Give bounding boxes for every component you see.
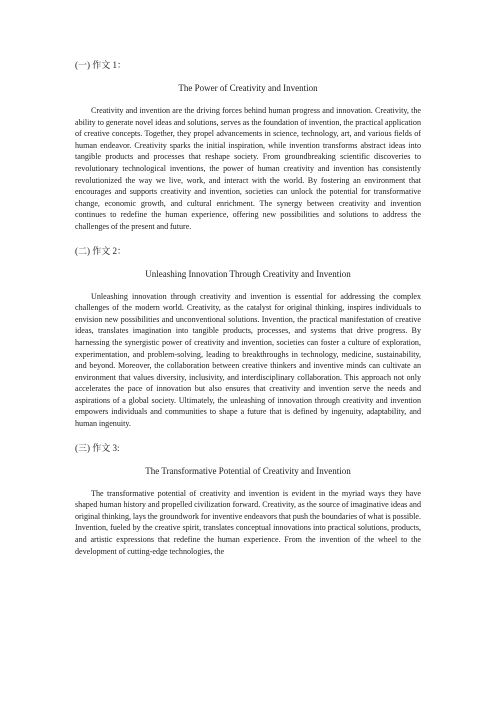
essay-title-1: The Power of Creativity and Invention xyxy=(178,83,318,93)
essay-section-1 xyxy=(75,59,421,233)
essay-title-2: Unleashing Innovation Through Creativity and Invention xyxy=(145,268,351,279)
essay-body-3: The transformative potential of creativity and invention is evident in the myriad ways they have shaped human history and propelled civilization forward. Creativity, as the source of imaginative ideas and original thinking, lays the groundwork for inventive endeavors that push the boundaries of what is possible. Invention, fueled by the creative spirit, translates conceptual innovations into practical solutions, products, and artistic expressions that redefine the human experience. From the invention of the wheel to the development of cutting-edge technologies, the xyxy=(75,488,421,556)
essay-title-3: The Transformative Potential of Creativity and Invention xyxy=(145,465,351,476)
essay-body-1: Creativity and invention are the driving forces behind human progress and innovation. Creativity, the ability to generate novel ideas and solutions, serves as the foundation of invention, the practical application of creative concepts. Together, they propel advancements in science, technology, art, and various fields of human endeavor. Creativity sparks the initial inspiration, while invention transforms abstract ideas into tangible products and processes that reshape society. From groundbreaking scientific discoveries to revolutionary technological inventions, the power of human creativity and invention has consistently revolutionized the way we live, work, and interact with the world. By fostering an environment that encourages and supports creativity and invention, societies can unlock the potential for transformative change, economic growth, and cultural enrichment. The synergy between creativity and invention continues to redefine the human experience, offering new possibilities and solutions to address the challenges of the present and future. xyxy=(75,106,421,231)
document-content xyxy=(75,59,421,557)
essay-heading-1: (一) 作文 1： xyxy=(75,60,126,70)
essay-heading-3: (三) 作文 3: xyxy=(75,442,120,453)
essay-section-3 xyxy=(75,442,421,558)
essay-section-2 xyxy=(75,245,421,430)
essay-heading-2: (二) 作文 2： xyxy=(75,245,126,256)
essay-body-2: Unleashing innovation through creativity and invention is essential for addressing the complex challenges of the modern world. Creativity, as the catalyst for original thinking, inspires individuals to envision new possibilities and unconventional solutions. Invention, the practical manifestation of creative ideas, translates imagination into tangible products, processes, and systems that drive progress. By harnessing the synergistic power of creativity and invention, societies can foster a culture of exploration, experimentation, and problem-solving, leading to breakthroughs in technology, medicine, sustainability, and beyond. Moreover, the collaboration between creative thinkers and inventive minds can cultivate an environment that values diversity, inclusivity, and interdisciplinary collaboration. This approach not only accelerates the pace of innovation but also ensures that creativity and invention serve the needs and aspirations of a global society. Ultimately, the unleashing of innovation through creativity and invention empowers individuals and communities to shape a future that is defined by ingenuity, adaptability, and human ingenuity. xyxy=(75,291,421,429)
